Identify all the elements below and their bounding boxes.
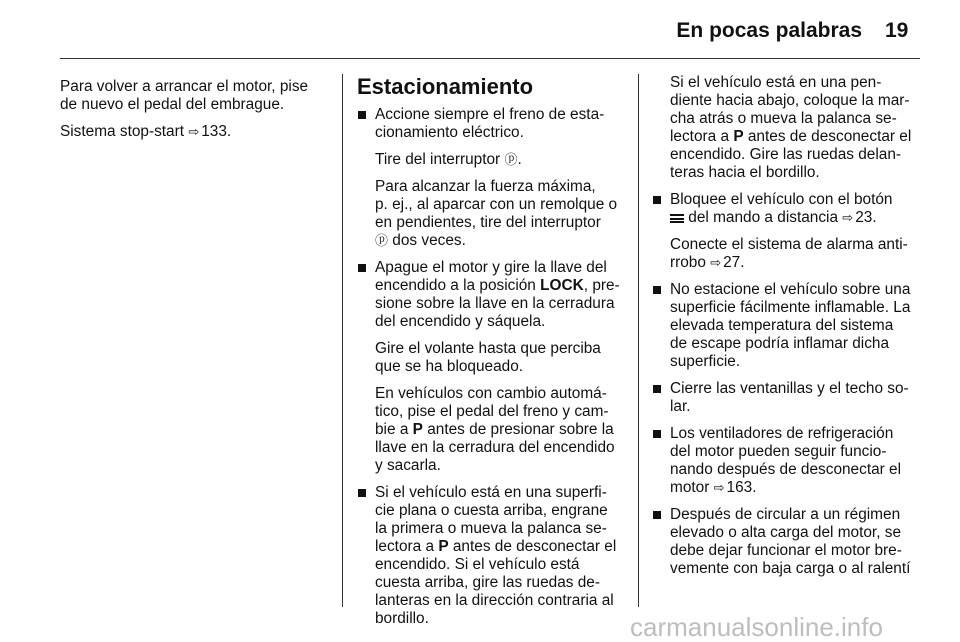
section-heading: Estacionamiento <box>357 74 534 99</box>
bullet-square-icon <box>653 196 661 204</box>
bullet-square-icon <box>653 385 661 393</box>
bullet-square-icon <box>653 511 661 519</box>
lock-button-icon <box>670 214 684 223</box>
column-divider-1 <box>342 74 343 607</box>
page-reference-icon: ⇨ <box>842 210 854 225</box>
bullet-square-icon <box>358 264 366 272</box>
parking-brake-icon: ⓟ <box>375 233 389 248</box>
header-divider <box>60 58 920 59</box>
column-divider-2 <box>638 74 639 607</box>
list-item: Los ventiladores de refrigeración del motor pueden seguir funcio- nando después de desconectar el motor ⇨ 163. <box>652 425 922 497</box>
bullet-square-icon <box>358 489 366 497</box>
parking-brake-icon: ⓟ <box>504 152 518 167</box>
list-item: Cierre las ventanillas y el techo so- lar. <box>652 380 922 416</box>
page-reference-icon: ⇨ <box>713 480 725 495</box>
list-item: Si el vehículo está en una superfi- cie plana o cuesta arriba, engrane la primera o mueva la palanca se- lectora a P antes de desconectar el encendido. Si el vehículo está cuesta arriba, gire las ruedas de- lanteras en la dirección contraria al bordillo. <box>357 484 625 628</box>
column-3 <box>652 74 922 587</box>
list-item-continuation: Si el vehículo está en una pen- diente hacia abajo, coloque la mar- cha atrás o mueva la palanca se- lectora a P antes de desconectar el encendido. Gire las ruedas delan- teras hacia el bordillo. <box>670 74 912 181</box>
column-1 <box>60 78 330 150</box>
watermark: carmanualsonline.info <box>630 612 883 642</box>
list-item: Bloquee el vehículo con el botón del mando a distancia ⇨ 23. Conecte el sistema de alarma anti- rrobo ⇨ 27. <box>652 191 922 272</box>
list-item: Apague el motor y gire la llave del encendido a la posición LOCK, pre- sione sobre la llave en la cerradura del encendido y sáquela. Gire el volante hasta que perciba que se ha bloqueado. En vehículos con cambio automá- tico, pise el pedal del freno y cam- bie a P antes de presionar sobre la llave en la cerradura del encendido y sacarla. <box>357 259 625 475</box>
page-title: En pocas palabras <box>676 19 862 42</box>
bullet-square-icon <box>358 111 366 119</box>
page-number: 19 <box>885 19 909 42</box>
column-2 <box>357 74 625 637</box>
page-reference-icon: ⇨ <box>710 255 722 270</box>
list-item: No estacione el vehículo sobre una superficie fácilmente inflamable. La elevada temperatura del sistema de escape podría inflamar dicha superficie. <box>652 281 922 371</box>
bullet-square-icon <box>653 430 661 438</box>
paragraph-restart: Para volver a arrancar el motor, pise de nuevo el pedal del embrague. <box>60 78 309 113</box>
page-reference-icon: ⇨ <box>188 124 200 139</box>
paragraph-stop-start: Sistema stop-start ⇨ 133. <box>60 123 232 140</box>
list-item: Accione siempre el freno de esta- cionamiento eléctrico. Tire del interruptor ⓟ. Para alcanzar la fuerza máxima, p. ej., al aparcar con un remolque o en pendientes, tire del interruptor ⓟ dos veces. <box>357 106 625 250</box>
bullet-square-icon <box>653 286 661 294</box>
list-item: Después de circular a un régimen elevado o alta carga del motor, se debe dejar funcionar el motor bre- vemente con baja carga o al ralentí <box>652 506 922 578</box>
